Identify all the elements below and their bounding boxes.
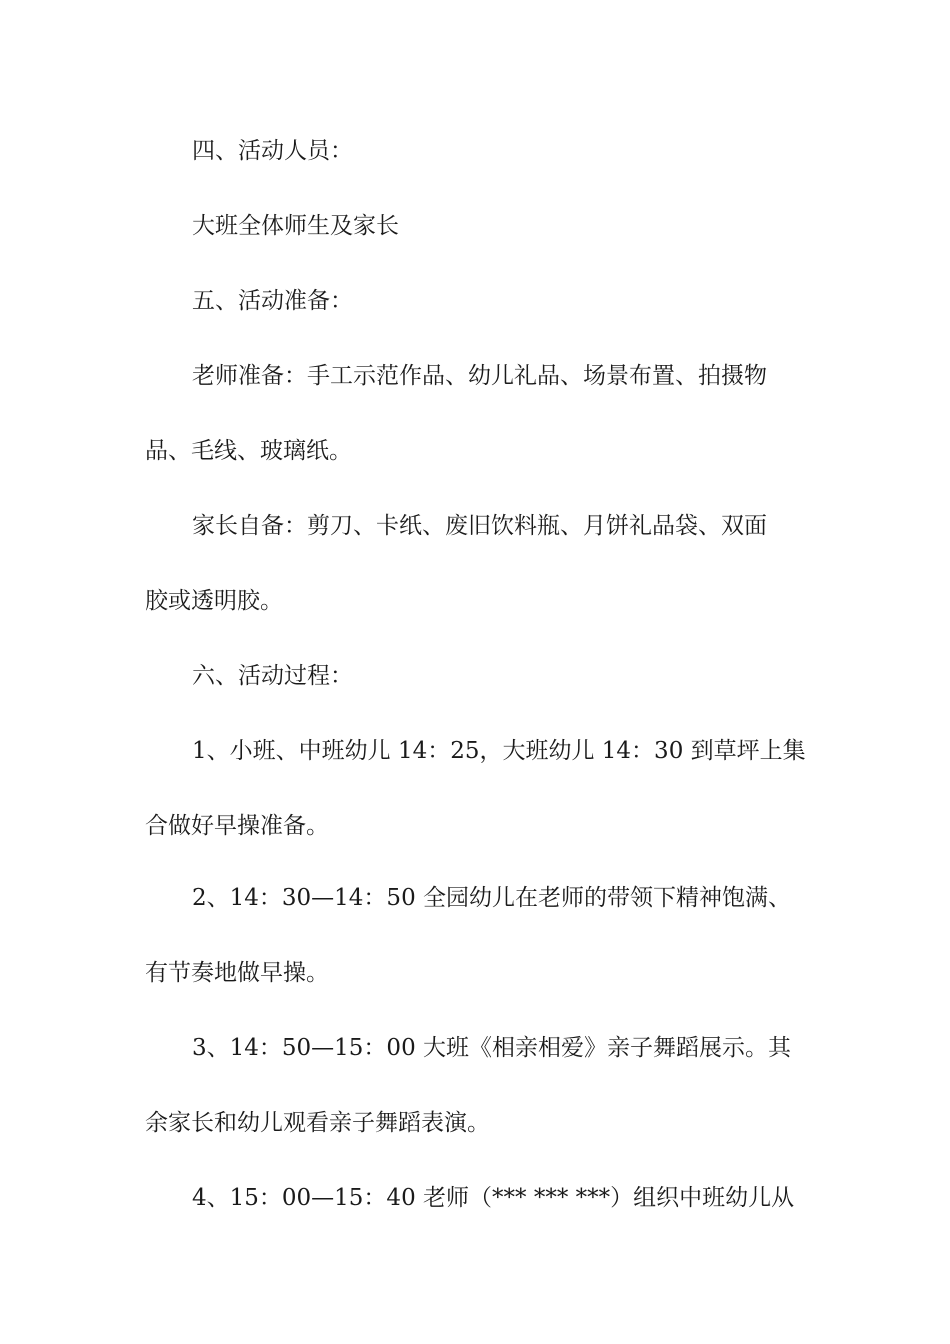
- section-heading-process: 六、活动过程：: [192, 663, 353, 689]
- paragraph-teacher-prep-line-2: 品、毛线、玻璃纸。: [145, 438, 352, 464]
- section-heading-personnel: 四、活动人员：: [192, 138, 353, 164]
- paragraph-teacher-prep-line-1: 老师准备：手工示范作品、幼儿礼品、场景布置、拍摄物: [192, 363, 767, 389]
- paragraph-step-2-line-2: 有节奏地做早操。: [145, 960, 329, 986]
- paragraph-step-4-line-1: 4、15：00—15：40 老师（*** *** ***）组织中班幼儿从: [192, 1185, 795, 1211]
- paragraph-step-3-line-2: 余家长和幼儿观看亲子舞蹈表演。: [145, 1110, 490, 1136]
- paragraph-parent-prep-line-2: 胶或透明胶。: [145, 588, 283, 614]
- paragraph-step-2-line-1: 2、14：30—14：50 全园幼儿在老师的带领下精神饱满、: [192, 885, 792, 911]
- paragraph-step-1-line-2: 合做好早操准备。: [145, 813, 329, 839]
- paragraph-step-3-line-1: 3、14：50—15：00 大班《相亲相爱》亲子舞蹈展示。其: [192, 1035, 792, 1061]
- section-heading-preparation: 五、活动准备：: [192, 288, 353, 314]
- paragraph-parent-prep-line-1: 家长自备：剪刀、卡纸、废旧饮料瓶、月饼礼品袋、双面: [192, 513, 767, 539]
- paragraph-step-1-line-1: 1、小班、中班幼儿 14：25，大班幼儿 14：30 到草坪上集: [192, 738, 806, 764]
- paragraph-personnel: 大班全体师生及家长: [192, 213, 399, 239]
